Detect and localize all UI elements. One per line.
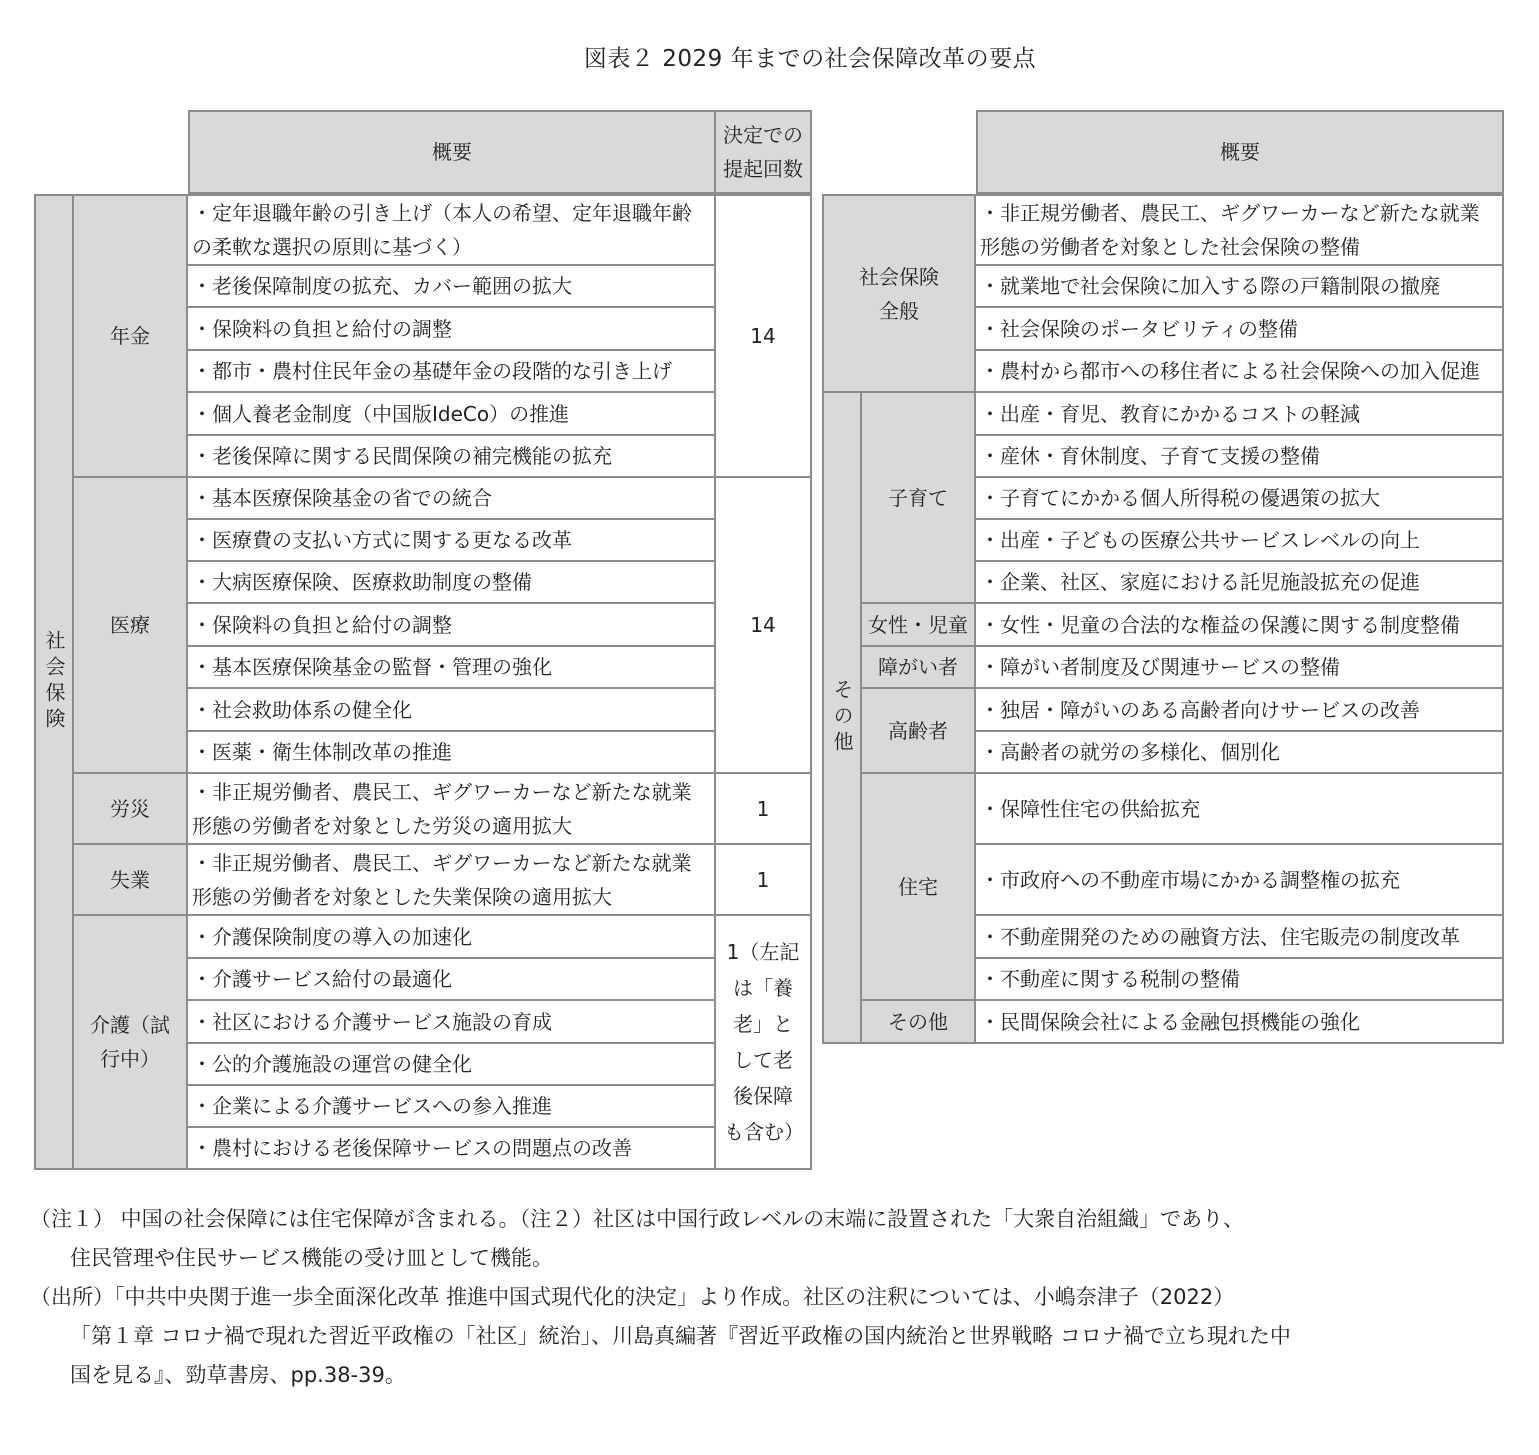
list-item: ・出産・育児、教育にかかるコストの軽減 (976, 393, 1504, 436)
list-item: ・老後保障制度の拡充、カバー範囲の拡大 (188, 266, 716, 308)
source-note-continued-2: 国を見る』、勁草書房、pp.38-39。 (70, 1363, 406, 1387)
list-item: ・医薬・衛生体制改革の推進 (188, 732, 716, 774)
list-item: ・非正規労働者、農民工、ギグワーカーなど新たな就業形態の労働者を対象とした失業保険の適用拡大 (188, 845, 716, 916)
left-header-count: 決定での提起回数 (716, 110, 812, 194)
list-item: ・出産・子どもの医療公共サービスレベルの向上 (976, 520, 1504, 562)
right-table (822, 110, 1504, 1044)
list-item: ・非正規労働者、農民工、ギグワーカーなど新たな就業形態の労働者を対象とした社会保険の整備 (976, 194, 1504, 266)
list-item: ・就業地で社会保険に加入する際の戸籍制限の撤廃 (976, 266, 1504, 308)
list-item: ・子育てにかかる個人所得税の優遇策の拡大 (976, 478, 1504, 520)
list-item: ・大病医療保険、医療救助制度の整備 (188, 562, 716, 604)
list-item: ・社会救助体系の健全化 (188, 689, 716, 732)
category-housing: 住宅 (862, 774, 976, 1001)
list-item: ・個人養老金制度（中国版IdeCo）の推進 (188, 393, 716, 436)
group-other-label: その他 (830, 678, 854, 757)
list-item: ・定年退職年齢の引き上げ（本人の希望、定年退職年齢の柔軟な選択の原則に基づく） (188, 194, 716, 266)
note-1-continued: 住民管理や住民サービス機能の受け皿として機能。 (70, 1246, 553, 1270)
category-medical: 医療 (74, 478, 188, 774)
list-item: ・非正規労働者、農民工、ギグワーカーなど新たな就業形態の労働者を対象とした労災の適用拡大 (188, 774, 716, 845)
category-disabled: 障がい者 (862, 647, 976, 689)
list-item: ・企業、社区、家庭における託児施設拡充の促進 (976, 562, 1504, 604)
group-social-insurance (34, 194, 74, 1170)
list-item: ・高齢者の就労の多様化、個別化 (976, 732, 1504, 774)
category-workers-comp: 労災 (74, 774, 188, 845)
count-care: 1（左記は「養老」として老後保障も含む） (716, 916, 812, 1170)
left-table (34, 110, 812, 1170)
list-item: ・基本医療保険基金の監督・管理の強化 (188, 647, 716, 689)
group-other (822, 393, 862, 1044)
list-item: ・基本医療保険基金の省での統合 (188, 478, 716, 520)
list-item: ・民間保険会社による金融包摂機能の強化 (976, 1001, 1504, 1044)
left-header-overview: 概要 (188, 110, 716, 194)
list-item: ・都市・農村住民年金の基礎年金の段階的な引き上げ (188, 351, 716, 393)
count-pension: 14 (716, 194, 812, 478)
list-item: ・農村から都市への移住者による社会保険への加入促進 (976, 351, 1504, 393)
list-item: ・社区における介護サービス施設の育成 (188, 1001, 716, 1044)
list-item: ・独居・障がいのある高齢者向けサービスの改善 (976, 689, 1504, 732)
list-item: ・公的介護施設の運営の健全化 (188, 1044, 716, 1086)
list-item: ・保険料の負担と給付の調整 (188, 308, 716, 351)
list-item: ・企業による介護サービスへの参入推進 (188, 1086, 716, 1128)
count-medical: 14 (716, 478, 812, 774)
list-item: ・障がい者制度及び関連サービスの整備 (976, 647, 1504, 689)
notes (30, 1200, 1510, 1395)
category-other: その他 (862, 1001, 976, 1044)
category-unemployment: 失業 (74, 845, 188, 916)
category-care: 介護（試行中） (74, 916, 188, 1170)
group-social-insurance-label: 社会保険 (42, 630, 66, 734)
list-item: ・女性・児童の合法的な権益の保護に関する制度整備 (976, 604, 1504, 647)
category-general-insurance: 社会保険全般 (822, 194, 976, 393)
right-header-overview: 概要 (976, 110, 1504, 194)
category-childcare: 子育て (862, 393, 976, 604)
list-item: ・保険料の負担と給付の調整 (188, 604, 716, 647)
category-pension: 年金 (74, 194, 188, 478)
source-note-continued-1: 「第１章 コロナ禍で現れた習近平政権の「社区」統治」、川島真編著『習近平政権の国内統治と世界戦略 コロナ禍で立ち現れた中 (70, 1324, 1291, 1348)
list-item: ・老後保障に関する民間保険の補完機能の拡充 (188, 436, 716, 478)
list-item: ・介護サービス給付の最適化 (188, 959, 716, 1001)
list-item: ・社会保険のポータビリティの整備 (976, 308, 1504, 351)
list-item: ・保障性住宅の供給拡充 (976, 774, 1504, 845)
count-workers-comp: 1 (716, 774, 812, 845)
list-item: ・不動産開発のための融資方法、住宅販売の制度改革 (976, 916, 1504, 959)
note-1: （注１） 中国の社会保障には住宅保障が含まれる。（注２）社区は中国行政レベルの末端に設置された「大衆自治組織」であり、 (30, 1207, 1245, 1231)
list-item: ・産休・育休制度、子育て支援の整備 (976, 436, 1504, 478)
page-title: 図表２ 2029 年までの社会保障改革の要点 (583, 46, 1037, 72)
category-elderly: 高齢者 (862, 689, 976, 774)
list-item: ・不動産に関する税制の整備 (976, 959, 1504, 1001)
list-item: ・医療費の支払い方式に関する更なる改革 (188, 520, 716, 562)
category-women-children: 女性・児童 (862, 604, 976, 647)
source-note: （出所）「中共中央関于進一歩全面深化改革 推進中国式現代化的決定」より作成。社区の注釈については、小嶋奈津子（2022） (30, 1285, 1235, 1309)
count-unemployment: 1 (716, 845, 812, 916)
list-item: ・介護保険制度の導入の加速化 (188, 916, 716, 959)
list-item: ・市政府への不動産市場にかかる調整権の拡充 (976, 845, 1504, 916)
list-item: ・農村における老後保障サービスの問題点の改善 (188, 1128, 716, 1170)
